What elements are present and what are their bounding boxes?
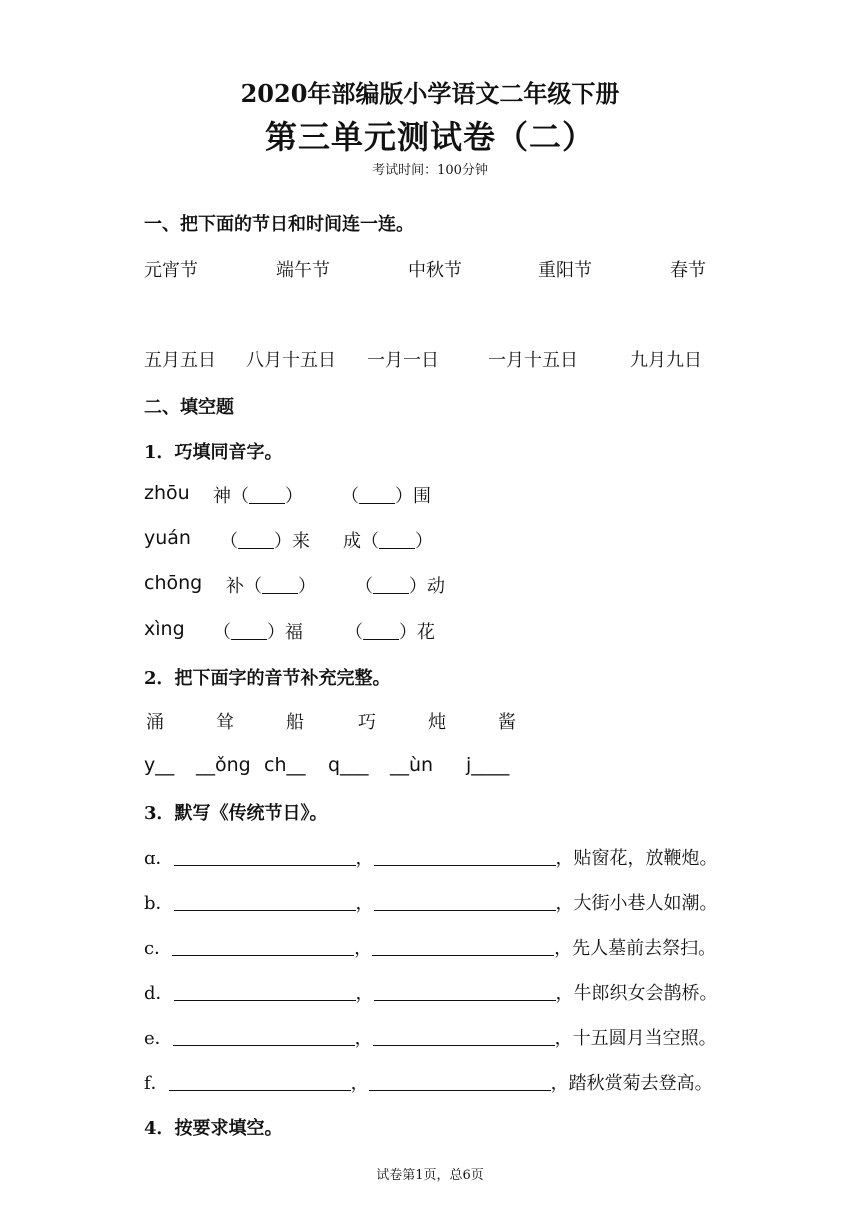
answer-blank[interactable] xyxy=(374,892,556,911)
homophone-blank-group: （ ）福 xyxy=(213,622,303,643)
homophone-blank-group: 神（ ） xyxy=(213,486,303,507)
answer-blank[interactable] xyxy=(374,982,556,1001)
syllable-item: ch__ xyxy=(264,754,306,776)
char-item: 耸 xyxy=(216,712,234,733)
homophone-blank-group: （ ）花 xyxy=(345,622,435,643)
char-item: 酱 xyxy=(498,712,516,733)
festival-item: 端午节 xyxy=(276,260,330,281)
date-item: 一月十五日 xyxy=(488,350,578,371)
char-item: 巧 xyxy=(358,712,376,733)
recite-line: c． ， ，先人墓前去祭扫。 xyxy=(144,938,717,959)
date-item: 八月十五日 xyxy=(246,350,336,371)
answer-blank[interactable] xyxy=(231,621,267,640)
answer-blank[interactable] xyxy=(373,1027,555,1046)
answer-blank[interactable] xyxy=(374,847,556,866)
char-item: 炖 xyxy=(428,712,446,733)
answer-blank[interactable] xyxy=(238,530,274,549)
q1-title: 1．巧填同音字。 xyxy=(144,442,283,463)
homophone-blank-group: 成（ ） xyxy=(343,531,433,552)
syllable-item: y__ xyxy=(144,754,175,776)
homophone-blank-group: （ ）围 xyxy=(341,486,431,507)
recite-line: f． ， ，踏秋赏菊去登高。 xyxy=(144,1073,713,1094)
section2-heading: 二、填空题 xyxy=(144,397,234,418)
page-title-line1: 2020年部编版小学语文二年级下册 xyxy=(240,79,620,108)
syllable-item: __ùn xyxy=(390,754,434,776)
recite-line: b． ， ，大街小巷人如潮。 xyxy=(144,893,718,914)
answer-blank[interactable] xyxy=(372,937,554,956)
exam-time: 考试时间：100分钟 xyxy=(372,163,488,178)
char-item: 船 xyxy=(286,712,304,733)
char-item: 涌 xyxy=(146,712,164,733)
q4-title: 4．按要求填空。 xyxy=(144,1118,283,1139)
festival-item: 元宵节 xyxy=(144,260,198,281)
answer-blank[interactable] xyxy=(359,485,395,504)
answer-blank[interactable] xyxy=(172,937,354,956)
recite-line: ɑ． ， ，贴窗花，放鞭炮。 xyxy=(144,848,718,869)
answer-blank[interactable] xyxy=(373,575,409,594)
syllable-item: j____ xyxy=(466,754,510,776)
answer-blank[interactable] xyxy=(174,847,356,866)
homophone-blank-group: （ ）动 xyxy=(355,576,445,597)
pinyin-label: chōng xyxy=(144,572,203,594)
answer-blank[interactable] xyxy=(262,575,298,594)
pinyin-label: xìng xyxy=(144,618,185,640)
festival-item: 重阳节 xyxy=(538,260,592,281)
date-item: 一月一日 xyxy=(367,350,439,371)
section1-heading: 一、把下面的节日和时间连一连。 xyxy=(144,214,414,235)
answer-blank[interactable] xyxy=(174,982,356,1001)
date-item: 九月九日 xyxy=(630,350,702,371)
answer-blank[interactable] xyxy=(369,1072,551,1091)
syllable-item: __ǒng xyxy=(196,754,251,776)
answer-blank[interactable] xyxy=(169,1072,351,1091)
homophone-blank-group: （ ）来 xyxy=(220,531,310,552)
answer-blank[interactable] xyxy=(249,485,285,504)
recite-line: e． ， ，十五圆月当空照。 xyxy=(144,1028,717,1049)
date-item: 五月五日 xyxy=(144,350,216,371)
page-title-line2: 第三单元测试卷（二） xyxy=(264,118,595,156)
pinyin-label: yuán xyxy=(144,527,191,549)
answer-blank[interactable] xyxy=(174,892,356,911)
recite-line: d． ， ，牛郎织女会鹊桥。 xyxy=(144,983,718,1004)
page-footer: 试卷第1页，总6页 xyxy=(376,1168,484,1183)
q3-title: 3．默写《传统节日》。 xyxy=(144,803,328,824)
answer-blank[interactable] xyxy=(173,1027,355,1046)
q2-title: 2．把下面字的音节补充完整。 xyxy=(144,668,391,689)
syllable-item: q___ xyxy=(328,754,369,776)
pinyin-label: zhōu xyxy=(144,482,190,504)
homophone-blank-group: 补（ ） xyxy=(226,576,316,597)
answer-blank[interactable] xyxy=(379,530,415,549)
festival-item: 春节 xyxy=(670,260,706,281)
answer-blank[interactable] xyxy=(363,621,399,640)
festival-item: 中秋节 xyxy=(408,260,462,281)
